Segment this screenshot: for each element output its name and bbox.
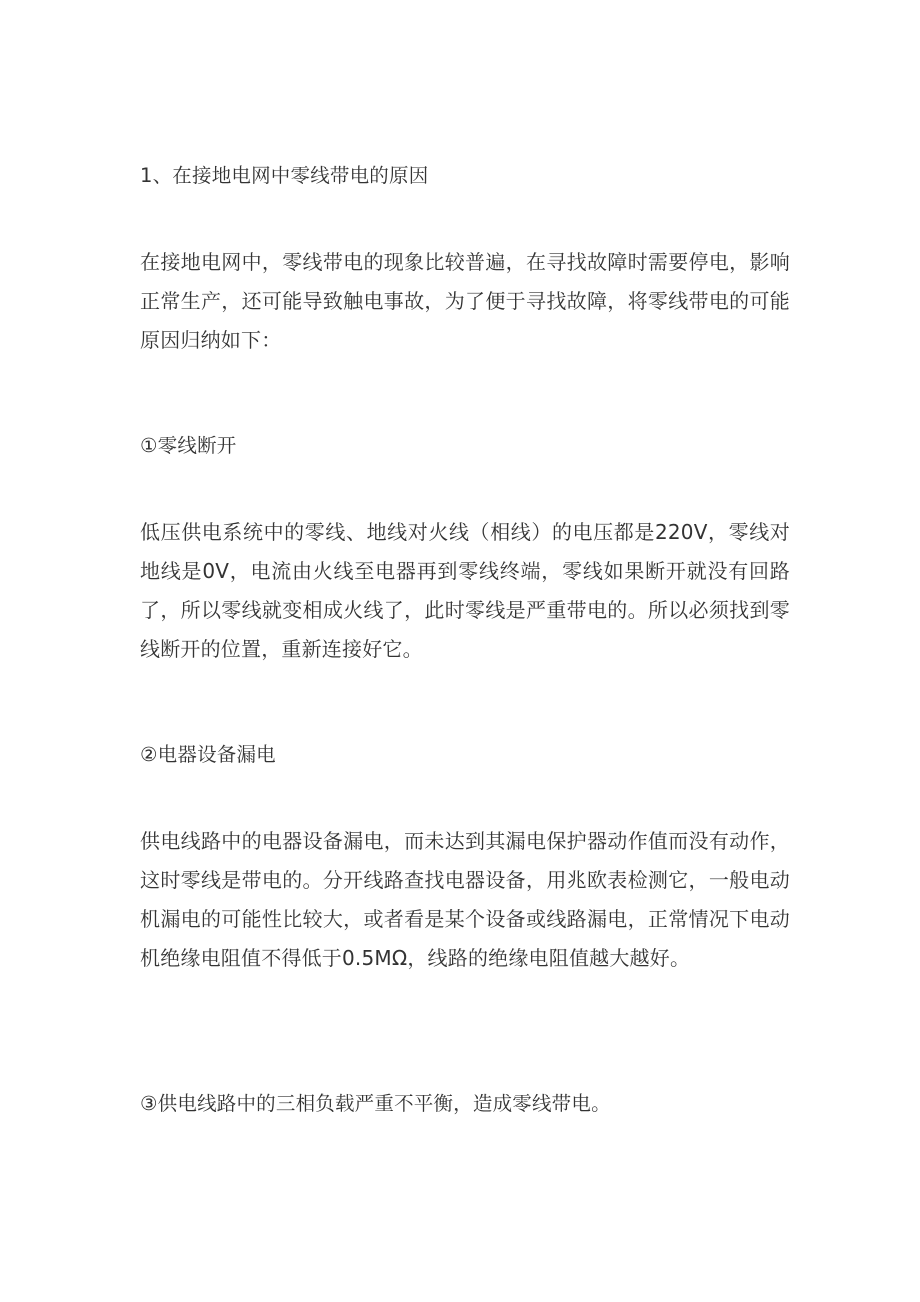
cause-2-heading: ②电器设备漏电 [140,743,276,766]
cause-3-heading: ③供电线路中的三相负载严重不平衡，造成零线带电。 [140,1092,611,1115]
cause-2-paragraph: 供电线路中的电器设备漏电，而未达到其漏电保护器动作值而没有动作，这时零线是带电的。分开线路查找电器设备，用兆欧表检测它，一般电动机漏电的可能性比较大，或者看是某个设备或线路漏电，正常情况下电动机绝缘电阻值不得低于0.5MΩ，线路的绝缘电阻值越大越好。 [140,829,790,970]
cause-1-heading: ①零线断开 [140,434,237,457]
cause-1-paragraph: 低压供电系统中的零线、地线对火线（相线）的电压都是220V，零线对地线是0V，电流由火线至电器再到零线终端，零线如果断开就没有回路了，所以零线就变相成火线了，此时零线是严重带电的。所以必须找到零线断开的位置，重新连接好它。 [140,520,790,661]
section-heading: 1、在接地电网中零线带电的原因 [140,164,429,187]
intro-paragraph: 在接地电网中，零线带电的现象比较普遍，在寻找故障时需要停电，影响正常生产，还可能导致触电事故，为了便于寻找故障，将零线带电的可能原因归纳如下： [140,250,790,352]
